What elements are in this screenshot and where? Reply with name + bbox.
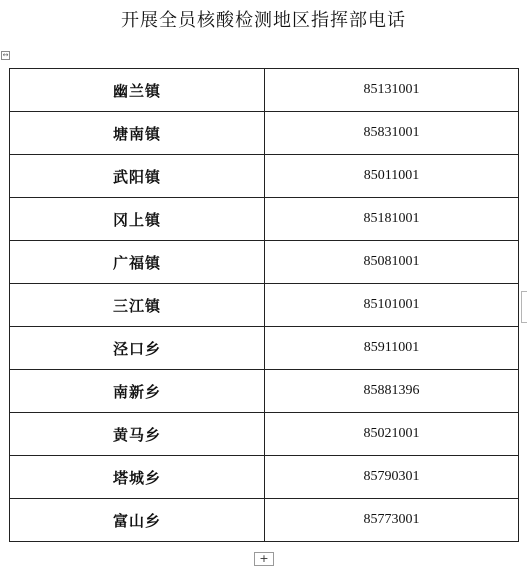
table-row: [10, 327, 519, 370]
phone-cell: 85181001: [265, 198, 519, 241]
phone-cell: 85021001: [265, 413, 519, 456]
phone-cell: 85831001: [265, 112, 519, 155]
table-row: [10, 69, 519, 112]
table-row: [10, 456, 519, 499]
table-move-handle-icon[interactable]: ↔: [2, 51, 9, 59]
phone-cell: 85790301: [265, 456, 519, 499]
area-name-cell: 三江镇: [10, 284, 265, 327]
table-resize-handle[interactable]: [521, 291, 527, 323]
phone-cell: 85101001: [265, 284, 519, 327]
area-name-cell: 幽兰镇: [10, 69, 265, 112]
area-name-cell: 广福镇: [10, 241, 265, 284]
area-name-cell: 黄马乡: [10, 413, 265, 456]
area-name-cell: 武阳镇: [10, 155, 265, 198]
phone-cell: 85131001: [265, 69, 519, 112]
area-name-cell: 冈上镇: [10, 198, 265, 241]
table-row: [10, 284, 519, 327]
add-row-button[interactable]: +: [254, 552, 274, 566]
area-name-cell: 富山乡: [10, 499, 265, 542]
table-row: [10, 413, 519, 456]
area-name-cell: 塘南镇: [10, 112, 265, 155]
phone-cell: 85011001: [265, 155, 519, 198]
phone-cell: 85081001: [265, 241, 519, 284]
table-row: [10, 112, 519, 155]
phone-cell: 85911001: [265, 327, 519, 370]
page-title: 开展全员核酸检测地区指挥部电话: [121, 10, 406, 31]
table-row: [10, 370, 519, 413]
area-name-cell: 南新乡: [10, 370, 265, 413]
phone-cell: 85773001: [265, 499, 519, 542]
phone-table: [9, 68, 519, 542]
area-name-cell: 塔城乡: [10, 456, 265, 499]
table-row: [10, 499, 519, 542]
phone-cell: 85881396: [265, 370, 519, 413]
area-name-cell: 泾口乡: [10, 327, 265, 370]
table-row: [10, 155, 519, 198]
table-row: [10, 198, 519, 241]
table-row: [10, 241, 519, 284]
